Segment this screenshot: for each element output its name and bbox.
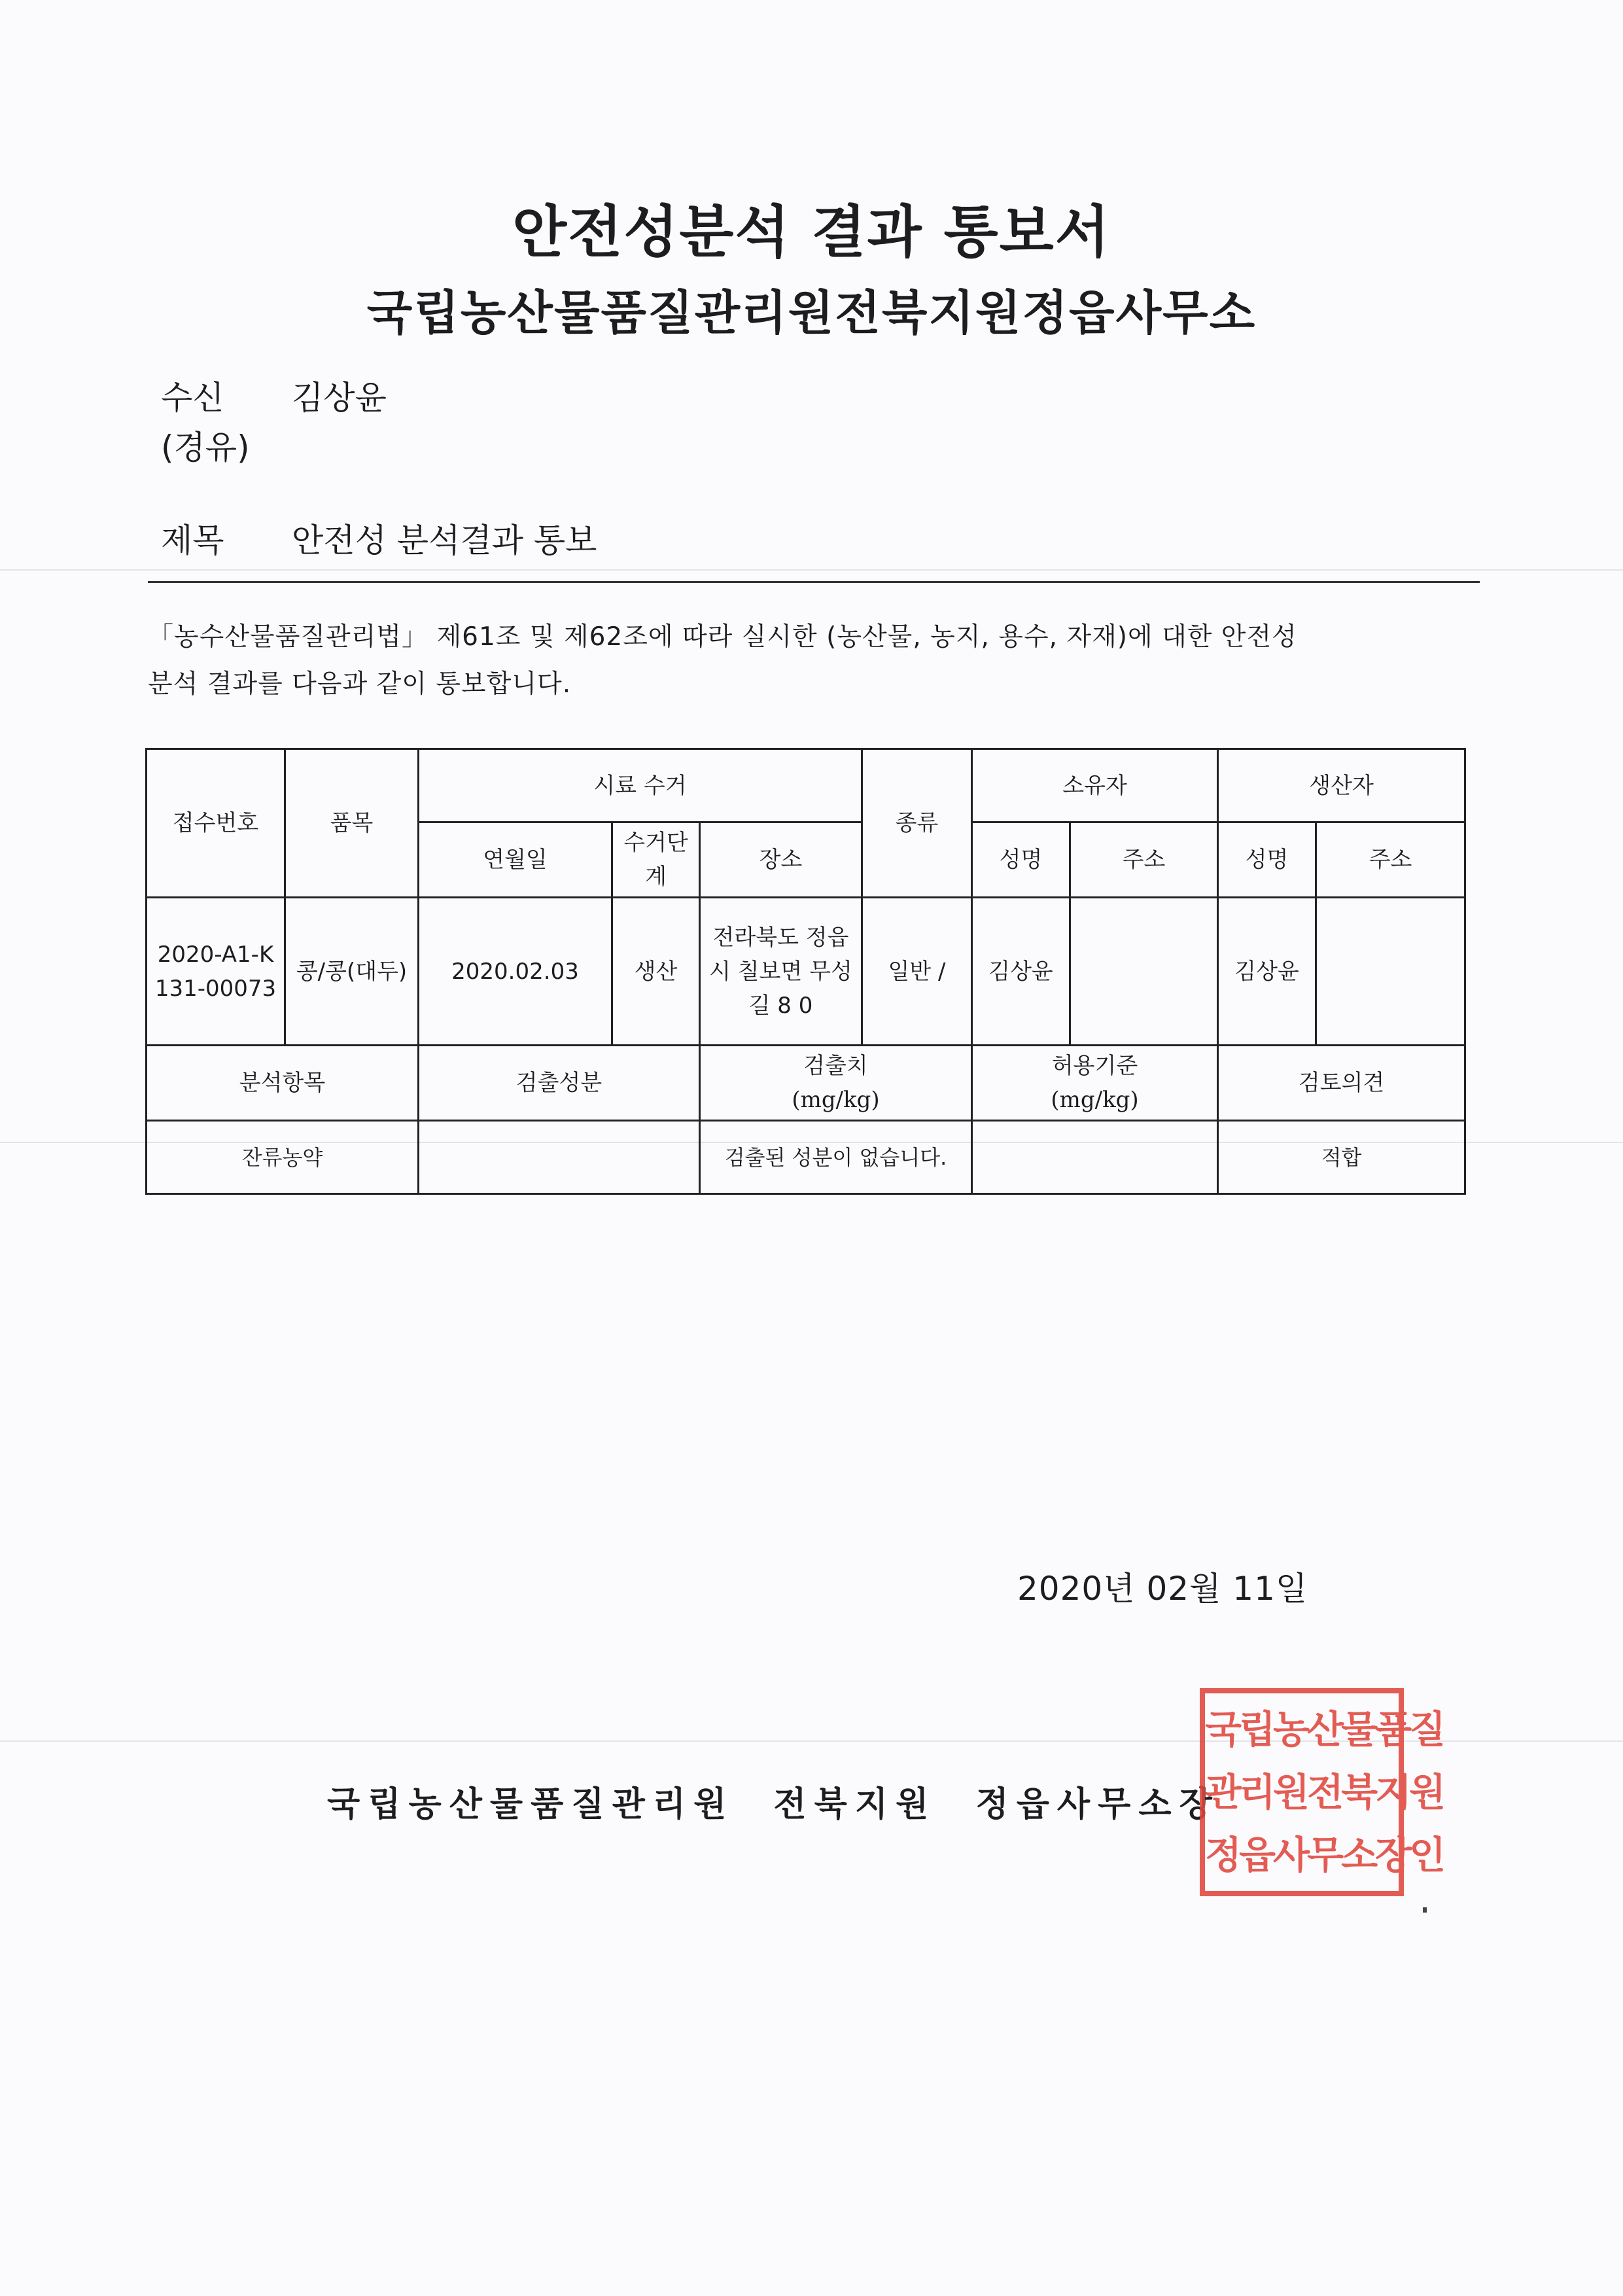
header-owner-address: 주소 — [1070, 822, 1218, 898]
seal-line-1: 국립농산물품질 — [1205, 1707, 1444, 1752]
header-date: 연월일 — [419, 822, 612, 898]
paper-fold-line — [0, 569, 1623, 571]
ink-speck — [1423, 1907, 1427, 1913]
cell-detected-value: 검출된 성분이 없습니다. — [700, 1121, 972, 1194]
header-item: 품목 — [285, 749, 419, 898]
issuer-signature-line: 국립농산물품질관리원 전북지원 정읍사무소장 — [327, 1785, 1220, 1824]
issue-date: 2020년 02월 11일 — [1017, 1570, 1308, 1608]
header-detected-value-unit: (mg/kg) — [792, 1087, 880, 1113]
header-producer-address: 주소 — [1316, 822, 1465, 898]
document-title: 안전성분석 결과 통보서 — [512, 200, 1111, 265]
body-line-2: 분석 결과를 다음과 같이 통보합니다. — [148, 669, 572, 699]
seal-line-2: 관리원전북지원 — [1205, 1770, 1444, 1814]
subject-label: 제목 — [161, 521, 224, 559]
header-owner: 소유자 — [972, 749, 1218, 822]
cell-owner-name: 김상윤 — [972, 898, 1070, 1046]
header-detected-value — [700, 1046, 972, 1121]
header-owner-name: 성명 — [972, 822, 1070, 898]
subject-divider — [148, 581, 1480, 583]
cell-limit — [972, 1121, 1218, 1194]
header-sample-collection: 시료 수거 — [419, 749, 862, 822]
header-producer-name: 성명 — [1218, 822, 1316, 898]
cell-place: 전라북도 정읍시 칠보면 무성길 8 0 — [700, 898, 862, 1046]
cell-item: 콩/콩(대두) — [285, 898, 419, 1046]
cell-detected-component — [419, 1121, 700, 1194]
header-place: 장소 — [700, 822, 862, 898]
header-review-opinion: 검토의견 — [1218, 1046, 1465, 1121]
cell-type: 일반 / — [862, 898, 972, 1046]
header-stage: 수거단계 — [612, 822, 700, 898]
via-label: (경유) — [161, 429, 250, 467]
cell-owner-address — [1070, 898, 1218, 1046]
header-producer: 생산자 — [1218, 749, 1465, 822]
analysis-result-table — [145, 748, 1466, 1195]
cell-producer-name: 김상윤 — [1218, 898, 1316, 1046]
seal-line-3: 정읍사무소장인 — [1205, 1833, 1444, 1877]
recipient-label: 수신 — [161, 379, 224, 417]
header-detected-component: 검출성분 — [419, 1046, 700, 1121]
cell-date: 2020.02.03 — [419, 898, 612, 1046]
issuer-name: 국립농산물품질관리원전북지원정읍사무소 — [366, 285, 1257, 340]
header-receipt-no: 접수번호 — [147, 749, 285, 898]
cell-stage: 생산 — [612, 898, 700, 1046]
header-analysis-item: 분석항목 — [147, 1046, 419, 1121]
recipient-name: 김상윤 — [292, 379, 387, 417]
header-limit — [972, 1046, 1218, 1121]
cell-review-opinion: 적합 — [1218, 1121, 1465, 1194]
cell-analysis-item: 잔류농약 — [147, 1121, 419, 1194]
header-limit-label: 허용기준 — [1051, 1053, 1138, 1079]
body-line-1: 「농수산물품질관리법」 제61조 및 제62조에 따라 실시한 (농산물, 농지, 용수, 자재)에 대한 안전성 — [148, 622, 1297, 652]
header-detected-value-label: 검출치 — [803, 1053, 868, 1079]
header-limit-unit: (mg/kg) — [1051, 1087, 1139, 1113]
official-seal-stamp — [1200, 1688, 1444, 1896]
cell-receipt-no: 2020-A1-K131-00073 — [147, 898, 285, 1046]
header-type: 종류 — [862, 749, 972, 898]
cell-producer-address — [1316, 898, 1465, 1046]
subject-text: 안전성 분석결과 통보 — [292, 521, 597, 559]
